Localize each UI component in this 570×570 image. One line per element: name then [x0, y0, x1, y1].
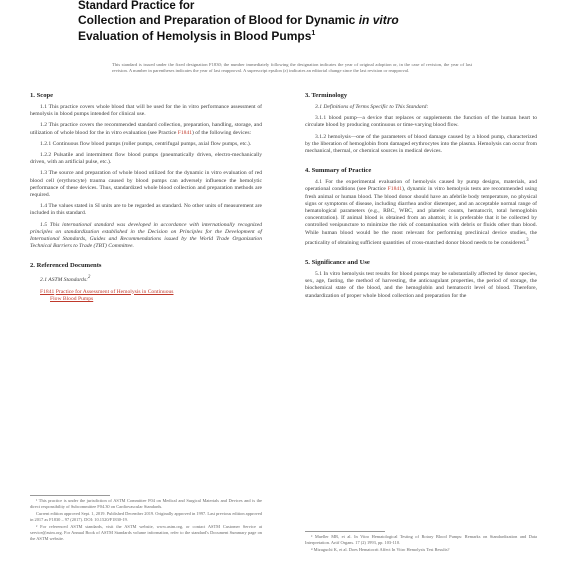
paragraph-1-5: 1.5 This international standard was developed in accordance with internationally recognized principles on standardization established in the Decision on Principles for the Development of International Standards, Guides and Recommendations issued by the World Trade Organization Technical Barriers to Trade (TBT) Committee.: [30, 221, 262, 250]
title-line-1: Collection and Preparation of Blood for Dynamic in vitro: [78, 13, 399, 27]
paragraph-4-1: 4.1 For the experimental evaluation of hemolysis caused by pump designs, materials, and operational conditions (see Practice F1841), dynamic in vitro hemolysis tests are recommended using fresh animal or human blood. The blood donor should have an afebrile body temperature, no physical signs or symptoms of disease, including diarrhea and/or distemper, and an acceptable normal range of hematological parameters (e.g., RBC, WBC, and platelet counts, hematocrit, total hemoglobin concentration). If animal blood is obtained from an abattoir, it is preferable that it be collected by controlled venipuncture to minimize the risk of contamination with debris or fluids other than blood. While human blood would be the most relevant for performing preclinical device studies, the practicality of obtaining sufficient quantities of cross-matched donor blood needs to be considered.$^3$: [305, 179, 537, 246]
paragraph-1-4: 1.4 The values stated in SI units are to be regarded as standard. No other units of measurement are included in this standard.: [30, 203, 262, 217]
title-italic-term: in vitro: [358, 13, 399, 27]
section-4-heading: 4. Summary of Practice: [305, 167, 372, 175]
left-column: [30, 92, 262, 303]
paragraph-1-3: 1.3 The source and preparation of whole blood utilized for the dynamic in vitro evaluation of red blood cell (erythrocyte) trauma caused by blood pumps can adversely influence the hemolytic performance of these devices. Thus, standardized whole blood collection and preparation methods are required.: [30, 170, 262, 199]
reference-title-2[interactable]: Flow Blood Pumps: [50, 295, 94, 302]
paragraph-3-1: 3.1 Definitions of Terms Specific to This Standard:: [315, 104, 429, 110]
right-column: [305, 92, 537, 304]
link-f1841-right[interactable]: F1841: [387, 186, 402, 193]
section-1-heading: 1. Scope: [30, 92, 54, 99]
footnotes-left: [30, 498, 262, 543]
section-3-heading: 3. Terminology: [305, 92, 348, 99]
footnote-3: ³ Mueller MR, et al. In Vitro Hematological Testing of Rotary Blood Pumps: Remarks on Standardization and Data Interpretation. Artif Organs. 17 (2) 1993, pp. 103-110.: [305, 534, 537, 545]
reference-code[interactable]: F1841: [40, 288, 55, 295]
section-2-heading: 2. Referenced Documents: [30, 262, 102, 270]
footnote-1-edition: Current edition approved Sept. 1, 2019. Published December 2019. Originally approved in 1997. Last previous edition approved in 2017 as F1830 – 97 (2017). DOI: 10.1520/F1830-19.: [30, 511, 262, 522]
section-5-heading: 5. Significance and Use: [305, 258, 370, 266]
paragraph-3-1-1: 3.1.1 blood pump—a device that replaces or supplements the function of the human heart to circulate blood by producing continuous or time-varying blood flow.: [305, 115, 537, 129]
paragraph-1-2-1: 1.2.1 Continuous flow blood pumps (roller pumps, centrifugal pumps, axial flow pumps, etc.).: [40, 140, 252, 147]
reference-f1841[interactable]: [30, 289, 262, 296]
title-line-2: Evaluation of Hemolysis in Blood Pumps$^1$: [78, 29, 316, 43]
reference-title-1[interactable]: Practice for Assessment of Hemolysis in Continuous: [55, 288, 174, 295]
footnote-divider-right: [305, 531, 385, 532]
footnotes-right: [305, 534, 537, 555]
paragraph-5-1: 5.1 In vitro hemolysis test results for blood pumps may be substantially affected by donor species, sex, age, fasting, the method of harvesting, the anticoagulant properties, the period of storage, the biochemical state of the blood, and the hemoglobin and hematocrit level of blood. Therefore, standardization of proper whole blood collection and preparation for the: [305, 270, 537, 299]
designation-note: This standard is issued under the fixed designation F1830; the number immediately following the designation indicates the year of original adoption or, in the case of revision, the year of last revision. A number in parentheses indicates the year of last reapproval. A superscript epsilon (ε) indicates an editorial change since the last revision or reapproval.: [112, 62, 472, 73]
paragraph-1-2: 1.2 This practice covers the recommended standard collection, preparation, handling, storage, and utilization of whole blood for the in vitro evaluation (see Practice F1841) of the following devices:: [30, 122, 262, 136]
footnote-4: ⁴ Mizuguchi K, et al. Does Hematocrit Affect In Vitro Hemolysis Test Results?: [311, 547, 450, 553]
footnote-2: ² For referenced ASTM standards, visit the ASTM website, www.astm.org, or contact ASTM Customer Service at service@astm.org. For Annual Book of ASTM Standards volume information, refer to the standard's Document Summary page on the ASTM website.: [30, 524, 262, 541]
document-title: [78, 0, 498, 43]
link-f1841[interactable]: F1841: [177, 129, 193, 136]
title-standard-practice: Standard Practice for: [78, 0, 195, 12]
paragraph-2-1: 2.1 ASTM Standards:$^2$: [40, 275, 91, 284]
title-footnote-marker: 1: [311, 30, 316, 37]
footnote-divider-left: [30, 495, 110, 496]
footnote-1: ¹ This practice is under the jurisdiction of ASTM Committee F04 on Medical and Surgical Materials and Devices and is the direct responsibility of Subcommittee F04.30 on Cardiovascular Standards.: [30, 498, 262, 509]
paragraph-3-1-2: 3.1.2 hemolysis—one of the parameters of blood damage caused by a blood pump, characterized by the liberation of hemoglobin from damaged erythrocytes into the plasma. Hemolysis can occur from mechanical, thermal, or chemical sources in medical devices.: [305, 133, 537, 155]
paragraph-1-1: 1.1 This practice covers whole blood that will be used for the in vitro performance assessment of hemolysis in blood pumps intended for clinical use.: [30, 104, 262, 118]
paragraph-1-2-2: 1.2.2 Pulsatile and intermittent flow blood pumps (pneumatically driven, electro-mechanically driven, with an artificial pulse, etc.).: [30, 152, 262, 166]
reference-title-line-2[interactable]: [30, 296, 262, 303]
